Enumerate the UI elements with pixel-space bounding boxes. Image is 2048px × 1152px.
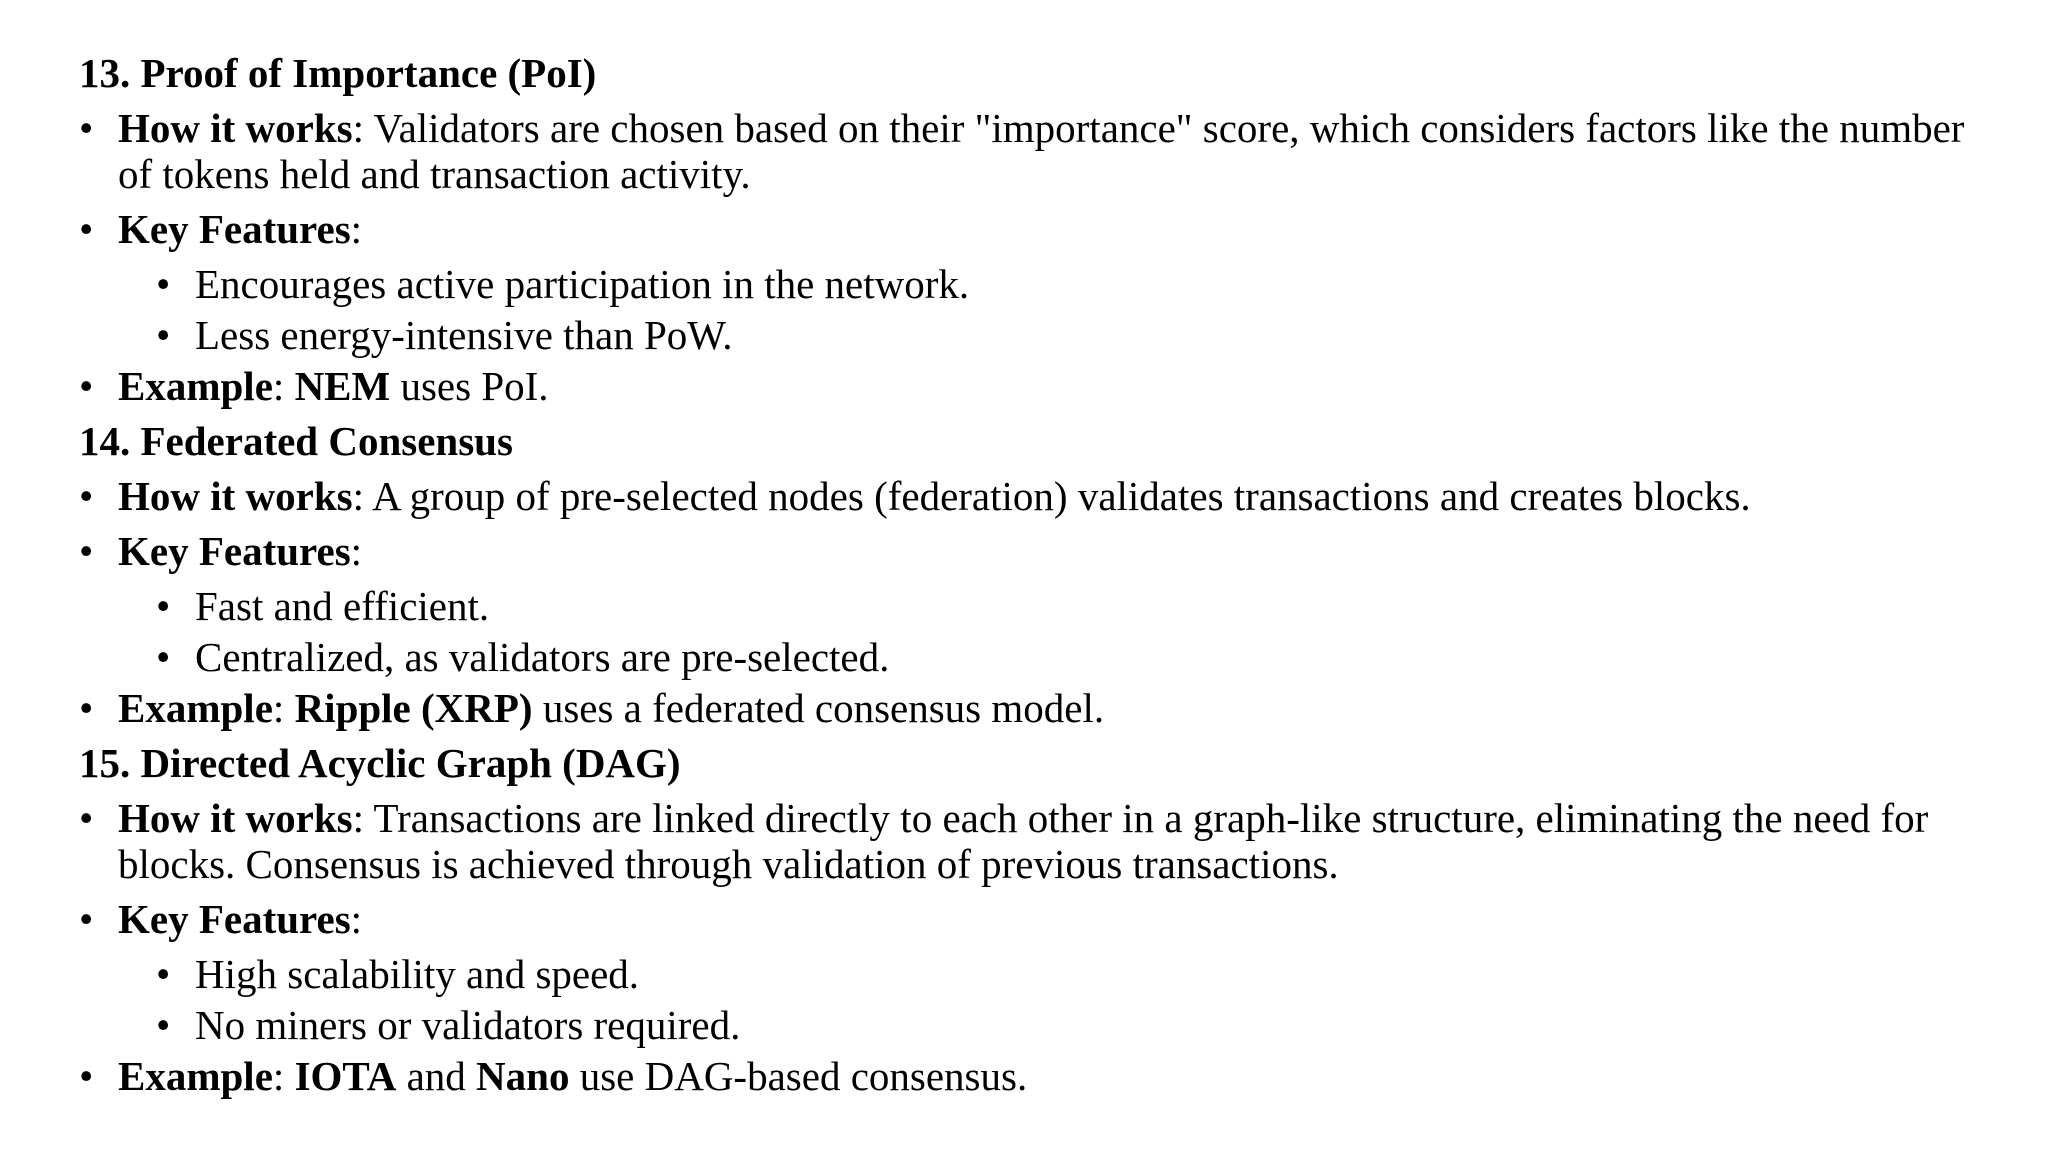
example-name: NEM	[294, 363, 391, 409]
key-features-item	[79, 896, 1999, 942]
how-it-works-label: How it works	[118, 795, 353, 841]
how-it-works-text: : Transactions are linked directly to each other in a graph-like structure, eliminating the need for blocks. Consensus is achieved through validation of previous transactions.	[118, 795, 1929, 887]
feature-item: • Centralized, as validators are pre-selected.	[79, 634, 1999, 680]
example-text: use DAG-based consensus.	[569, 1053, 1028, 1099]
example-separator: :	[272, 1053, 295, 1099]
example-name: Ripple (XRP)	[294, 685, 533, 731]
how-it-works-label: How it works	[118, 105, 353, 151]
feature-item: • No miners or validators required.	[79, 1002, 1999, 1048]
key-features-label: Key Features	[118, 896, 351, 942]
section-proof-of-importance	[79, 50, 1999, 409]
section-title: 15. Directed Acyclic Graph (DAG)	[79, 740, 681, 786]
how-it-works-text: : A group of pre-selected nodes (federation) validates transactions and creates blocks.	[352, 473, 1751, 519]
example-item	[79, 363, 1999, 409]
key-features-colon: :	[350, 896, 363, 942]
example-label: Example	[118, 685, 273, 731]
section-directed-acyclic-graph	[79, 740, 1999, 1099]
example-name-secondary: Nano	[476, 1053, 570, 1099]
example-label: Example	[118, 363, 273, 409]
example-middle: and	[396, 1053, 477, 1099]
example-name: IOTA	[294, 1053, 397, 1099]
key-features-label: Key Features	[118, 528, 351, 574]
section-title: 13. Proof of Importance (PoI)	[79, 50, 597, 96]
how-it-works-item	[79, 473, 1999, 519]
how-it-works-label: How it works	[118, 473, 353, 519]
key-features-colon: :	[350, 206, 363, 252]
key-features-colon: :	[350, 528, 363, 574]
example-text: uses a federated consensus model.	[532, 685, 1105, 731]
section-federated-consensus	[79, 418, 1999, 731]
example-item	[79, 1053, 1999, 1099]
example-text: uses PoI.	[390, 363, 549, 409]
feature-item: • Fast and efficient.	[79, 583, 1999, 629]
feature-item: • Less energy-intensive than PoW.	[79, 312, 1999, 358]
example-label: Example	[118, 1053, 273, 1099]
how-it-works-text: : Validators are chosen based on their "importance" score, which considers factors like the number of tokens held and transaction activity.	[118, 105, 1965, 197]
feature-item: • High scalability and speed.	[79, 951, 1999, 997]
feature-item: • Encourages active participation in the network.	[79, 261, 1999, 307]
example-item	[79, 685, 1999, 731]
example-separator: :	[272, 363, 295, 409]
key-features-label: Key Features	[118, 206, 351, 252]
document-body	[79, 50, 1999, 1108]
how-it-works-item	[79, 795, 1999, 887]
how-it-works-item	[79, 105, 1999, 197]
key-features-item	[79, 206, 1999, 252]
example-separator: :	[272, 685, 295, 731]
key-features-item	[79, 528, 1999, 574]
section-title: 14. Federated Consensus	[79, 418, 513, 464]
